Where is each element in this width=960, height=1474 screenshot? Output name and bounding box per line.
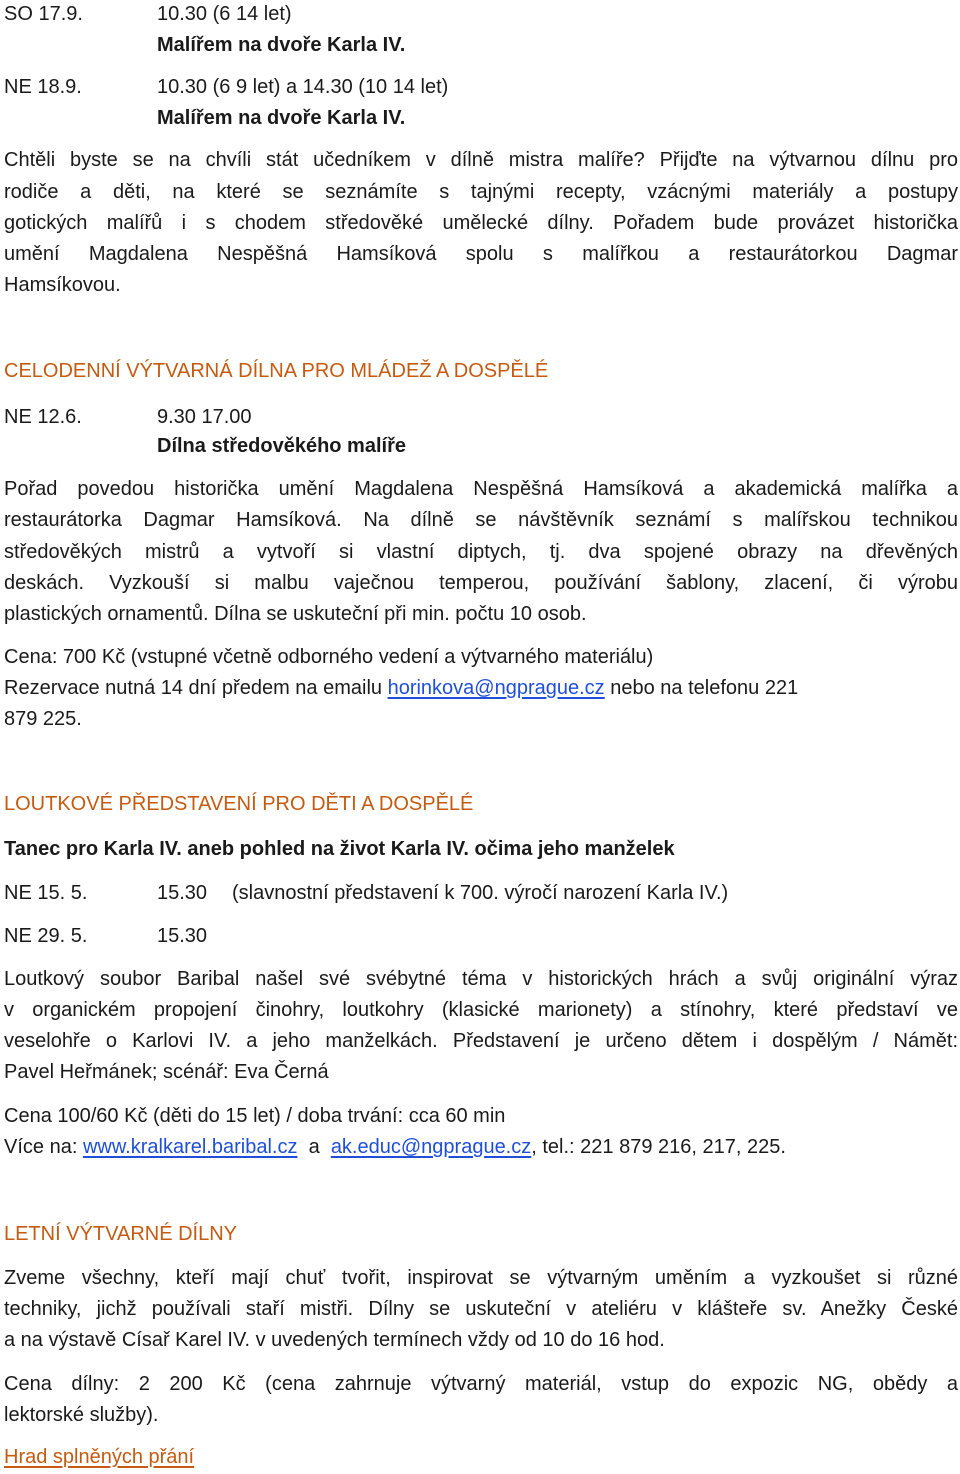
puppet-price: Cena 100/60 Kč (děti do 15 let) / doba trvání: cca 60 min: [4, 1105, 506, 1127]
website-link[interactable]: www.kralkarel.baribal.cz: [82, 1136, 298, 1158]
puppet-paragraph-line: Pavel Heřmánek; scénář: Eva Černá: [4, 1061, 329, 1083]
puppet-title: Tanec pro Karla IV. aneb pohled na život Karla IV. očima jeho manželek: [4, 838, 675, 860]
puppet-paragraph-line: veselohře o Karlovi IV. a jeho manželkách. Představení je určeno dětem i dospělým / Námět:: [4, 1030, 958, 1052]
workshop-paragraph-line: středověkých mistrů a vytvoří si vlastní diptych, tj. dva spojené obrazy na dřevěných: [4, 541, 958, 563]
phone-text: , tel.: 221 879 216, 217, 225.: [531, 1136, 786, 1158]
workshop-paragraph-line: deskách. Vyzkouší si malbu vaječnou temperou, používání šablony, zlacení, či výrobu: [4, 572, 958, 594]
schedule-time: 10.30 (6 14 let): [157, 3, 292, 25]
schedule-note: (slavnostní představení k 700. výročí narození Karla IV.): [232, 882, 729, 904]
workshop-schedule-row: [4, 405, 252, 429]
summer-paragraph-line: a na výstavě Císař Karel IV. v uvedených termínech vždy od 10 do 16 hod.: [4, 1329, 665, 1351]
event-title: Malířem na dvoře Karla IV.: [157, 34, 406, 56]
workshop-paragraph-line: plastických ornamentů. Dílna se uskuteční při min. počtu 10 osob.: [4, 603, 587, 625]
schedule-row-2: [4, 75, 449, 99]
section-heading-workshop: CELODENNÍ VÝTVARNÁ DÍLNA PRO MLÁDEŽ A DOSPĚLÉ: [4, 360, 549, 382]
summer-price-line: Cena dílny: 2 200 Kč (cena zahrnuje výtvarný materiál, vstup do expozic NG, obědy a: [4, 1373, 958, 1395]
reservation-text: nebo na telefonu 221: [604, 677, 799, 699]
puppet-paragraph-line: v organickém propojení činohry, loutkohry (klasické marionety) a stínohry, které představí ve: [4, 999, 958, 1021]
workshop-price: Cena: 700 Kč (vstupné včetně odborného vedení a výtvarného materiálu): [4, 646, 654, 668]
intro-paragraph-line: Chtěli byste se na chvíli stát učedníkem v dílně mistra malíře? Přijďte na výtvarnou dílnu pro: [4, 149, 958, 171]
more-label: Více na:: [4, 1136, 83, 1158]
intro-paragraph-line: gotických malířů i s chodem středověké umělecké dílny. Pořadem bude provázet historička: [4, 212, 958, 234]
section-heading-puppet: LOUTKOVÉ PŘEDSTAVENÍ PRO DĚTI A DOSPĚLÉ: [4, 793, 474, 815]
schedule-date: NE 12.6.: [4, 406, 82, 428]
workshop-phone-continuation: 879 225.: [4, 708, 82, 730]
summer-paragraph-line: techniky, jichž používali staří mistři. Dílny se uskuteční v ateliéru v klášteře sv. Anežky České: [4, 1298, 958, 1320]
summer-price-line: lektorské služby).: [4, 1404, 159, 1426]
schedule-time: 10.30 (6 9 let) a 14.30 (10 14 let): [157, 76, 449, 98]
email-link[interactable]: ak.educ@ngprague.cz: [330, 1136, 532, 1158]
workshop-reservation: [4, 676, 798, 700]
workshop-paragraph-line: restaurátorka Dagmar Hamsíková. Na dílně se návštěvník seznámí s malířskou technikou: [4, 509, 958, 531]
intro-paragraph-line: umění Magdalena Nespěšná Hamsíková spolu s malířkou a restaurátorkou Dagmar: [4, 243, 958, 265]
summer-paragraph-line: Zveme všechny, kteří mají chuť tvořit, inspirovat se výtvarným uměním a vyzkoušet si různé: [4, 1267, 958, 1289]
section-heading-summer: LETNÍ VÝTVARNÉ DÍLNY: [4, 1223, 238, 1245]
schedule-date: NE 18.9.: [4, 76, 82, 98]
schedule-date: SO 17.9.: [4, 3, 83, 25]
reservation-text: Rezervace nutná 14 dní předem na emailu: [4, 677, 388, 699]
puppet-paragraph-line: Loutkový soubor Baribal našel své svébytné téma v historických hrách a svůj originální výraz: [4, 968, 958, 990]
puppet-more-info: [4, 1135, 786, 1159]
and-text: a: [297, 1136, 331, 1158]
email-link[interactable]: horinkova@ngprague.cz: [387, 677, 605, 699]
puppet-schedule-row-1: [4, 881, 729, 905]
puppet-schedule-row-2: [4, 924, 208, 948]
schedule-row-1: [4, 2, 292, 26]
schedule-time: 9.30 17.00: [157, 406, 252, 428]
schedule-time: 15.30: [157, 925, 208, 947]
workshop-paragraph-line: Pořad povedou historička umění Magdalena Nespěšná Hamsíková a akademická malířka a: [4, 478, 958, 500]
intro-paragraph-line: Hamsíkovou.: [4, 274, 121, 296]
schedule-date: NE 29. 5.: [4, 925, 88, 947]
schedule-time: 15.30: [157, 882, 208, 904]
event-title: Dílna středověkého malíře: [157, 435, 406, 457]
subsection-heading: Hrad splněných přání: [4, 1446, 195, 1468]
intro-paragraph-line: rodiče a děti, na které se seznámíte s tajnými recepty, vzácnými materiály a postupy: [4, 181, 958, 203]
schedule-date: NE 15. 5.: [4, 882, 88, 904]
event-title: Malířem na dvoře Karla IV.: [157, 107, 406, 129]
